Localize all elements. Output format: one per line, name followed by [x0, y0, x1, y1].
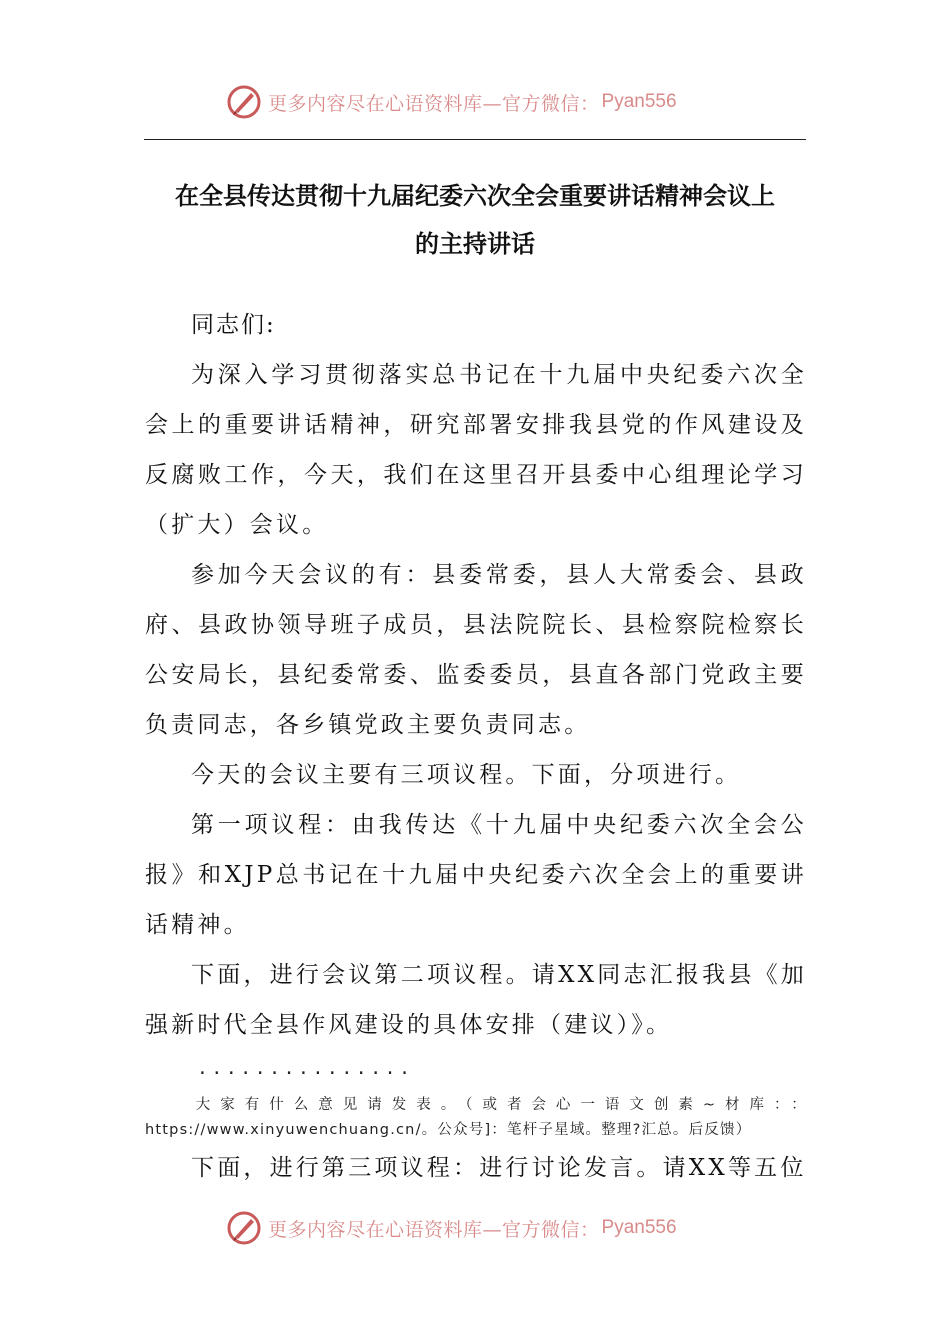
banner-wechat-id: Pyan556: [601, 1217, 677, 1238]
inserted-note: 大家有什么意见请发表。（或者会心一语文创素~材库：：https://www.xinyuwenchuang.cn/。公众号]：笔杆子星域。整理?汇总。后反馈）: [145, 1097, 807, 1138]
banner-text: 更多内容尽在心语资料库—官方微信：: [268, 92, 600, 115]
paragraph-attendees: 参加今天会议的有：县委常委，县人大常委会、县政府、县政协领导班子成员，县法院院长、县检察院检察长公安局长，县纪委常委、监委委员，县直各部门党政主要负责同志，各乡镇党政主要负责同志。: [145, 562, 807, 738]
title-line-1: 在全县传达贯彻十九届纪委六次全会重要讲话精神会议上: [175, 182, 775, 210]
ellipsis-separator: ...............: [197, 1058, 414, 1079]
document-body: [145, 300, 807, 1050]
paragraph-agenda-item-3: 下面，进行第三项议程：进行讨论发言。请XX等五位: [191, 1155, 807, 1181]
paragraph-agenda-item-2: 下面，进行会议第二项议程。请XX同志汇报我县《加强新时代全县作风建设的具体安排（建议）》。: [145, 962, 807, 1038]
document-title: [144, 172, 806, 268]
header-rule: [144, 139, 806, 140]
title-line-2: 的主持讲话: [415, 230, 535, 258]
banner-text: 更多内容尽在心语资料库—官方微信：: [268, 1218, 600, 1241]
quill-logo-icon: [226, 84, 262, 120]
footer-watermark-banner: [226, 1208, 746, 1248]
quill-logo-icon: [226, 1210, 262, 1246]
banner-wechat-id: Pyan556: [601, 91, 677, 112]
header-watermark-banner: [226, 82, 746, 122]
paragraph-agenda-item-1: 第一项议程：由我传达《十九届中央纪委六次全会公报》和XJP总书记在十九届中央纪委六次全会上的重要讲话精神。: [145, 812, 807, 938]
paragraph-agenda-intro: 今天的会议主要有三项议程。下面，分项进行。: [191, 762, 742, 788]
paragraph-purpose: 为深入学习贯彻落实总书记在十九届中央纪委六次全会上的重要讲话精神，研究部署安排我县党的作风建设及反腐败工作，今天，我们在这里召开县委中心组理论学习（扩大）会议。: [145, 362, 807, 538]
salutation: 同志们:: [191, 312, 276, 338]
